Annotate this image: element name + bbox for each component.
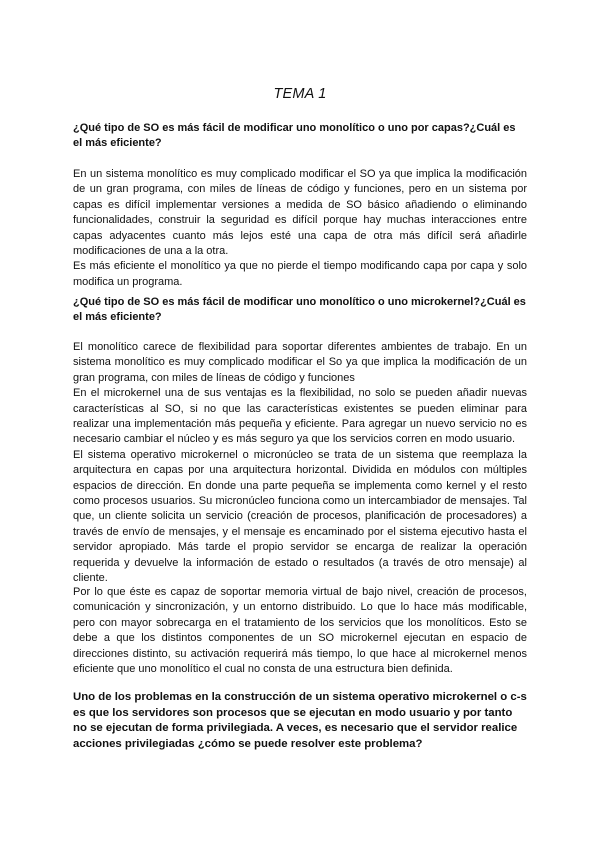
answer-1-paragraph: En un sistema monolítico es muy complicado modificar el SO ya que implica la modificación de un gran programa, con miles de líneas de código y funciones, pero en un sistema por capas es difícil implementar versiones a medida de SO básico añadiendo o eliminando funcionalidades, construir la seguridad es difícil porque hay muchas interacciones entre capas adyacentes cuanto más lejos esté una capa de otra más difícil será añadirle modificaciones de una a la otra. (73, 168, 527, 258)
answer-2-paragraph: En el microkernel una de sus ventajas es la flexibilidad, no solo se pueden añadir nuevas características al SO, si no que las características existentes se pueden eliminar para realizar una implementación más pequeña y eficiente. Para agregar un nuevo servicio no es necesario cambiar el núcleo y es más seguro ya que los servicios corren en modo usuario. (73, 387, 527, 446)
answer-1-paragraph: Es más eficiente el monolítico ya que no pierde el tiempo modificando capa por capa y solo modifica un programa. (73, 260, 527, 288)
question-3: Uno de los problemas en la construcción de un sistema operativo microkernel o c-s es que los servidores son procesos que se ejecutan en modo usuario y por tanto no se ejecutan de forma privilegiada. A veces, es necesario que el servidor realice acciones privilegiadas ¿cómo se puede resolver este problema? (73, 691, 527, 750)
document-title: TEMA 1 (273, 86, 327, 102)
answer-2-paragraph: El sistema operativo microkernel o micronúcleo se trata de un sistema que reemplaza la arquitectura en capas por una arquitectura horizontal. Dividida en módulos con múltiples espacios de dirección. En donde una parte pequeña se implementa como kernel y el resto como procesos usuarios. Su micronúcleo funciona como un intercambiador de mensajes. Tal que, un cliente solicita un servicio (creación de procesos, planificación de procesadores) a través de envío de mensajes, y el mensaje es encaminado por el sistema ejecutivo hasta el servidor apropiado. Más tarde el propio servidor se encarga de realizar la operación requerida y devuelve la información de estado o resultados (a través de otro mensaje) al cliente. (73, 448, 527, 585)
answer-2 (73, 340, 527, 587)
answer-2-conclusion: Por lo que éste es capaz de soportar memoria virtual de bajo nivel, creación de procesos, comunicación y sincronización, y un entorno distribuido. Lo que lo hace más modificable, pero con mayor sobrecarga en el tratamiento de los servicios que los monolíticos. Esto se debe a que los distintos componentes de un SO microkernel ejecutan en espacio de direcciones distinto, su activación requerirá más tiempo, lo que hace al microkernel menos eficiente que uno monolítico el cual no consta de una estructura bien definida. (73, 586, 527, 676)
question-2: ¿Qué tipo de SO es más fácil de modificar uno monolítico o uno microkernel?¿Cuál es el más eficiente? (73, 296, 526, 324)
question-1: ¿Qué tipo de SO es más fácil de modificar uno monolítico o uno por capas?¿Cuál es el más eficiente? (73, 122, 516, 150)
answer-2-paragraph: El monolítico carece de flexibilidad para soportar diferentes ambientes de trabajo. En un sistema monolítico es muy complicado modificar el So ya que implica la modificación de un gran programa, con miles de líneas de código y funciones (73, 341, 527, 384)
answer-1 (73, 167, 527, 290)
